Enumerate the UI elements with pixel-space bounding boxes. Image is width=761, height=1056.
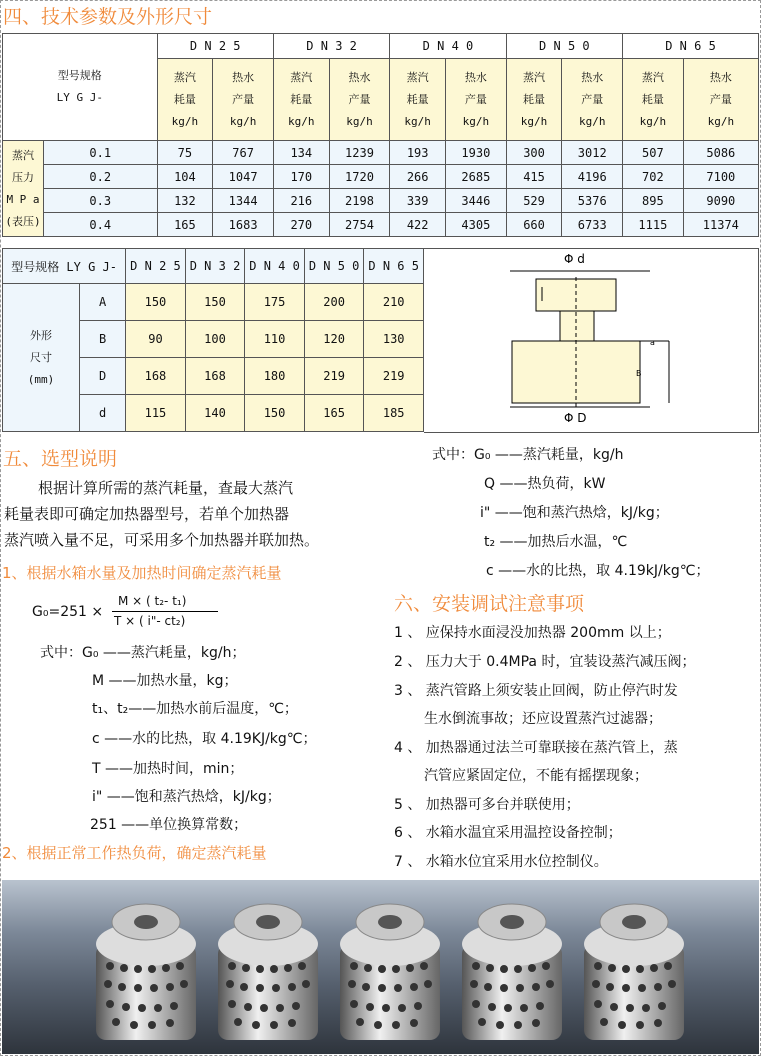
definition-line: 251 ——单位换算常数；: [90, 817, 248, 833]
table-cell: 219: [304, 358, 364, 395]
dimension-label: 外形 尺寸 (mm): [3, 284, 80, 432]
steam-consumption-header: 蒸汽 耗量 kg/h: [506, 59, 562, 141]
table1-dn-header: D N 2 5: [157, 34, 273, 59]
table-cell: 175: [245, 284, 305, 321]
subheading-2: 2、根据正常工作热负荷，确定蒸汽耗量: [2, 844, 267, 862]
table-cell: 115: [126, 395, 186, 432]
table-cell: 180: [245, 358, 305, 395]
definition-line: M ——加热水量，kg；: [92, 673, 238, 689]
steam-consumption-header: 蒸汽 耗量 kg/h: [623, 59, 684, 141]
table-cell: 1683: [213, 213, 274, 237]
table2-dn-header: D N 5 0: [304, 249, 364, 284]
table-cell: 134: [273, 141, 329, 165]
right-definition-line: Q ——热负荷，kW: [484, 476, 606, 492]
install-note: 2 、 压力大于 0.4MPa 时，宜装设蒸汽减压阀；: [394, 654, 696, 670]
table-cell: 895: [623, 189, 684, 213]
table-cell: 120: [304, 321, 364, 358]
table-cell: 200: [304, 284, 364, 321]
fraction-bar: [112, 611, 218, 612]
table-cell: 1720: [329, 165, 390, 189]
table-cell: 702: [623, 165, 684, 189]
table-cell: 168: [126, 358, 186, 395]
table-cell: 150: [126, 284, 186, 321]
table-cell: 185: [364, 395, 424, 432]
table-cell: 216: [273, 189, 329, 213]
table-cell: 2685: [446, 165, 507, 189]
pressure-value: 0.2: [44, 165, 158, 189]
steam-heater-icon: [88, 894, 204, 1046]
table-cell: 3446: [446, 189, 507, 213]
heater-outline-drawing: [424, 249, 758, 432]
dimension-key: B: [80, 321, 126, 358]
dimension-key: d: [80, 395, 126, 432]
steam-heater-icon: [454, 894, 570, 1046]
table2-dn-header: D N 2 5: [126, 249, 186, 284]
table1-dn-header: D N 3 2: [273, 34, 389, 59]
dimension-key: A: [80, 284, 126, 321]
phi-D-label: Φ D: [564, 411, 587, 425]
table-cell: 140: [185, 395, 245, 432]
selection-paragraph: 蒸汽喷入量不足，可采用多个加热器并联加热。: [4, 531, 320, 549]
pressure-value: 0.3: [44, 189, 158, 213]
install-note: 6 、 水箱水温宜采用温控设备控制；: [394, 825, 622, 841]
table2-dn-header: D N 6 5: [364, 249, 424, 284]
table-cell: 150: [245, 395, 305, 432]
install-note: 生水倒流事故；还应设置蒸汽过滤器；: [424, 711, 662, 727]
right-definition-line: 式中：G₀ ——蒸汽耗量，kg/h: [432, 447, 624, 463]
table-cell: 7100: [683, 165, 758, 189]
table-cell: 90: [126, 321, 186, 358]
table-cell: 5376: [562, 189, 623, 213]
table-cell: 4305: [446, 213, 507, 237]
table-cell: 5086: [683, 141, 758, 165]
table1-dn-header: D N 5 0: [506, 34, 622, 59]
table-cell: 660: [506, 213, 562, 237]
table-cell: 3012: [562, 141, 623, 165]
table-cell: 6733: [562, 213, 623, 237]
table-cell: 529: [506, 189, 562, 213]
table-cell: 1239: [329, 141, 390, 165]
steam-consumption-header: 蒸汽 耗量 kg/h: [273, 59, 329, 141]
table-cell: 9090: [683, 189, 758, 213]
table-cell: 4196: [562, 165, 623, 189]
install-note: 7 、 水箱水位宜采用水位控制仪。: [394, 854, 608, 870]
section4-title: 四、技术参数及外形尺寸: [3, 6, 213, 28]
table-cell: 2754: [329, 213, 390, 237]
table-cell: 415: [506, 165, 562, 189]
section5-title: 五、选型说明: [3, 448, 118, 470]
phi-d-label: Φ d: [564, 252, 585, 266]
table-cell: 168: [185, 358, 245, 395]
table-cell: 193: [390, 141, 446, 165]
formula-denominator: T × ( i"- ct₂): [114, 614, 186, 628]
table1-dn-header: D N 6 5: [623, 34, 759, 59]
hot-water-output-header: 热水 产量 kg/h: [329, 59, 390, 141]
table-cell: 165: [157, 213, 213, 237]
definition-line: i" ——饱和蒸汽热焓，kJ/kg；: [92, 789, 281, 805]
table-cell: 300: [506, 141, 562, 165]
definition-line: T ——加热时间，min；: [92, 761, 244, 777]
table-cell: 75: [157, 141, 213, 165]
table-cell: 266: [390, 165, 446, 189]
selection-paragraph: 耗量表即可确定加热器型号，若单个加热器: [4, 505, 290, 523]
install-note: 汽管应紧固定位，不能有摇摆现象；: [424, 768, 648, 784]
steam-consumption-table: [2, 33, 759, 237]
table-cell: 1047: [213, 165, 274, 189]
definition-line: t₁、t₂——加热水前后温度，℃；: [92, 701, 298, 717]
table-cell: 219: [364, 358, 424, 395]
table-cell: 1344: [213, 189, 274, 213]
pressure-value: 0.1: [44, 141, 158, 165]
dimension-diagram: [424, 248, 759, 433]
definition-line: 式中：G₀ ——蒸汽耗量，kg/h；: [40, 645, 246, 661]
table1-dn-header: D N 4 0: [390, 34, 506, 59]
mark-b: B: [636, 369, 642, 378]
table-cell: 100: [185, 321, 245, 358]
steam-heater-icon: [332, 894, 448, 1046]
hot-water-output-header: 热水 产量 kg/h: [683, 59, 758, 141]
right-definition-line: i" ——饱和蒸汽热焓，kJ/kg；: [480, 505, 669, 521]
table-cell: 422: [390, 213, 446, 237]
table2-dn-header: D N 3 2: [185, 249, 245, 284]
install-note: 3 、 蒸汽管路上须安装止回阀，防止停汽时发: [394, 683, 678, 699]
right-definition-line: t₂ ——加热后水温，℃: [484, 534, 628, 550]
table-cell: 130: [364, 321, 424, 358]
table-cell: 110: [245, 321, 305, 358]
table-cell: 132: [157, 189, 213, 213]
table-cell: 150: [185, 284, 245, 321]
table2-dn-header: D N 4 0: [245, 249, 305, 284]
dimension-table: [2, 248, 424, 432]
table-cell: 1115: [623, 213, 684, 237]
pressure-label: 蒸汽 压力 M P a (表压): [3, 141, 44, 237]
table-cell: 270: [273, 213, 329, 237]
steam-consumption-header: 蒸汽 耗量 kg/h: [390, 59, 446, 141]
table-cell: 210: [364, 284, 424, 321]
product-photo: [2, 880, 759, 1054]
table-cell: 1930: [446, 141, 507, 165]
table-cell: 767: [213, 141, 274, 165]
pressure-value: 0.4: [44, 213, 158, 237]
steam-consumption-header: 蒸汽 耗量 kg/h: [157, 59, 213, 141]
hot-water-output-header: 热水 产量 kg/h: [562, 59, 623, 141]
table-cell: 2198: [329, 189, 390, 213]
install-note: 4 、 加热器通过法兰可靠联接在蒸汽管上，蒸: [394, 740, 678, 756]
hot-water-output-header: 热水 产量 kg/h: [213, 59, 274, 141]
table-cell: 165: [304, 395, 364, 432]
install-note: 5 、 加热器可多台并联使用；: [394, 797, 580, 813]
table-cell: 170: [273, 165, 329, 189]
right-definition-line: c ——水的比热，取 4.19kJ/kg℃；: [486, 563, 710, 579]
table-cell: 11374: [683, 213, 758, 237]
subheading-1: 1、根据水箱水量及加热时间确定蒸汽耗量: [2, 564, 282, 582]
section6-title: 六、安装调试注意事项: [394, 593, 585, 615]
table2-corner: 型号规格 LY G J-: [3, 249, 126, 284]
table1-corner: 型号规格 LY G J-: [3, 34, 158, 141]
steam-heater-icon: [576, 894, 692, 1046]
table-cell: 507: [623, 141, 684, 165]
formula-left: G₀=251 ×: [32, 604, 104, 620]
dimension-key: D: [80, 358, 126, 395]
hot-water-output-header: 热水 产量 kg/h: [446, 59, 507, 141]
selection-paragraph: 根据计算所需的蒸汽耗量，查最大蒸汽: [38, 479, 294, 497]
install-note: 1 、 应保持水面浸没加热器 200mm 以上；: [394, 625, 671, 641]
definition-line: c ——水的比热，取 4.19KJ/kg℃；: [92, 731, 317, 747]
table-cell: 104: [157, 165, 213, 189]
formula-numerator: M × ( t₂- t₁): [118, 594, 187, 608]
table-cell: 339: [390, 189, 446, 213]
steam-heater-icon: [210, 894, 326, 1046]
mark-a: a: [650, 338, 655, 347]
